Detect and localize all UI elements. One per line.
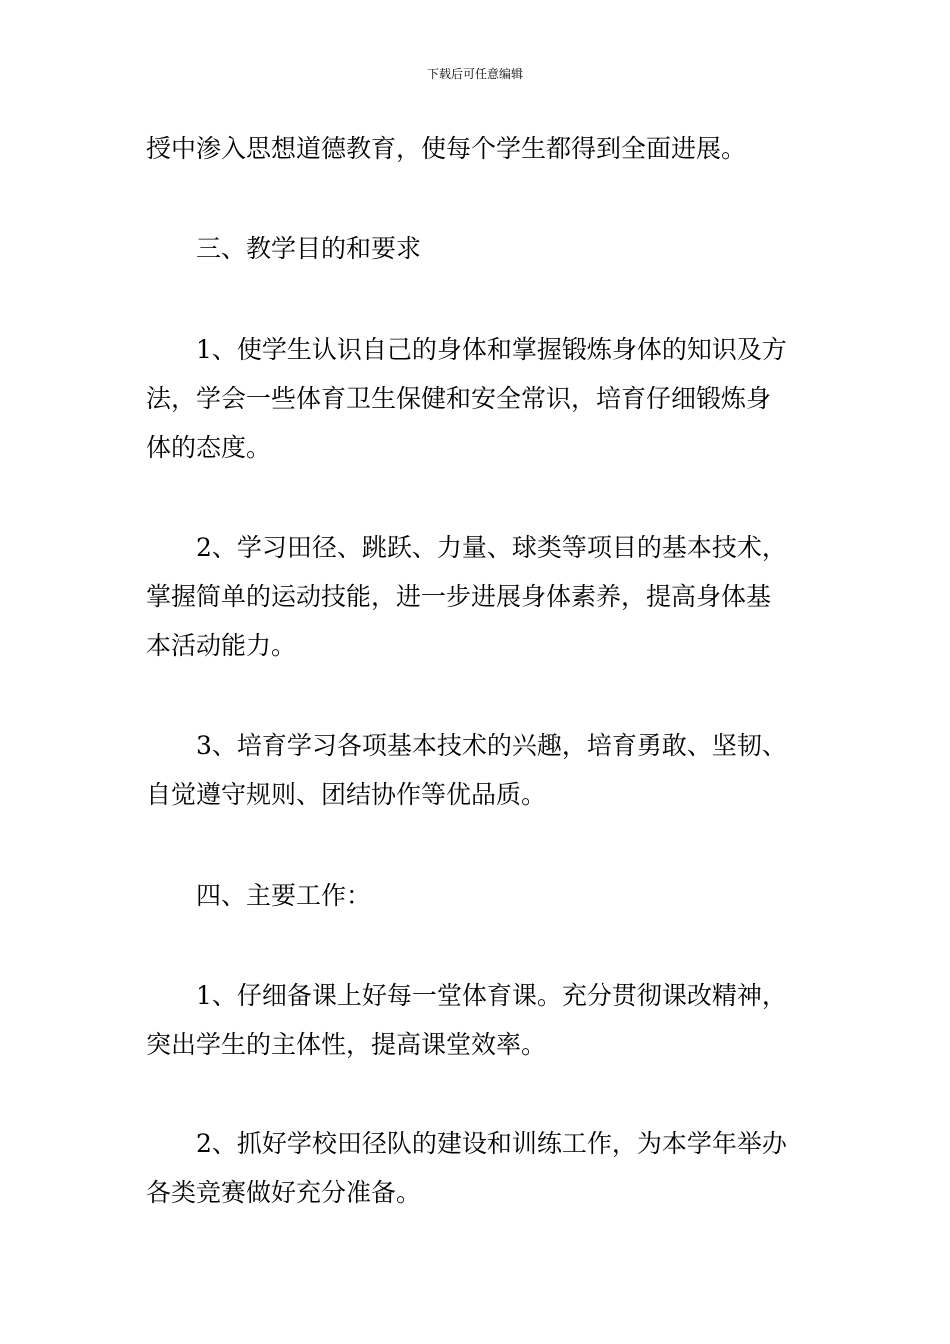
text-line: 2、抓好学校田径队的建设和训练工作，为本学年举办 — [196, 1129, 787, 1158]
paragraph-work-1 — [146, 971, 816, 1069]
text-line: 体的态度。 — [146, 433, 272, 462]
text-line: 自觉遵守规则、团结协作等优品质。 — [146, 780, 547, 809]
text-line: 授中渗入思想道德教育，使每个学生都得到全面进展。 — [146, 134, 747, 163]
text-line: 法，学会一些体育卫生保健和安全常识，培育仔细锻炼身 — [146, 384, 772, 413]
text-line: 突出学生的主体性，提高课堂效率。 — [146, 1030, 547, 1059]
paragraph-continuation — [146, 124, 816, 173]
text-line: 四、主要工作： — [196, 881, 372, 910]
text-line: 掌握简单的运动技能，进一步进展身体素养，提高身体基 — [146, 582, 772, 611]
page-header: 下载后可任意编辑 — [426, 67, 523, 81]
section-heading-main-work — [146, 871, 816, 920]
text-line: 各类竞赛做好充分准备。 — [146, 1178, 422, 1207]
section-heading-teaching-goals — [146, 224, 816, 273]
text-line: 本活动能力。 — [146, 631, 297, 660]
text-line: 2、学习田径、跳跃、力量、球类等项目的基本技术， — [196, 533, 787, 562]
paragraph-goal-3 — [146, 721, 816, 819]
text-line: 1、仔细备课上好每一堂体育课。充分贯彻课改精神， — [196, 981, 787, 1010]
text-line: 三、教学目的和要求 — [196, 234, 422, 263]
text-line: 3、培育学习各项基本技术的兴趣，培育勇敢、坚韧、 — [196, 731, 787, 760]
paragraph-goal-1 — [146, 325, 816, 472]
text-line: 1、使学生认识自己的身体和掌握锻炼身体的知识及方 — [196, 335, 787, 364]
paragraph-work-2 — [146, 1119, 816, 1217]
paragraph-goal-2 — [146, 523, 816, 670]
